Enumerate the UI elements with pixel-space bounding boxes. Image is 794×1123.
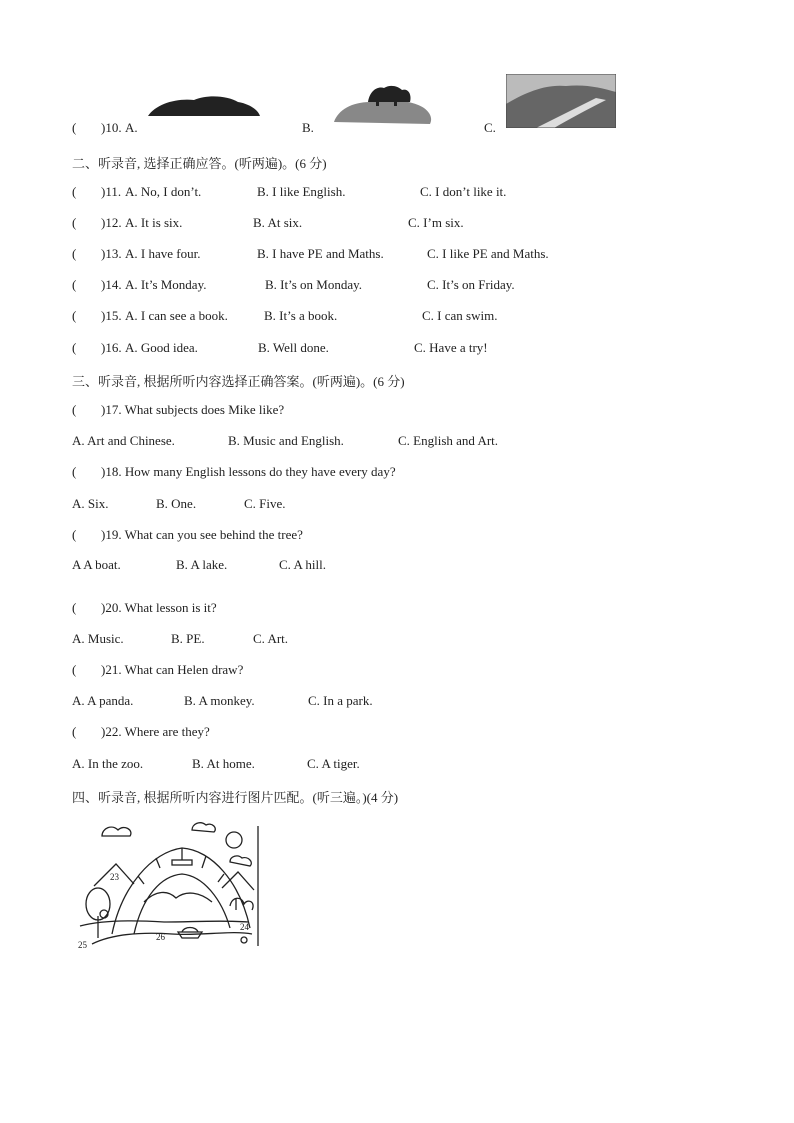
bridge-lake-scene-illustration [72, 816, 262, 952]
answer-bracket[interactable]: ( [72, 184, 77, 199]
q15-option-b[interactable]: B. It’s a book. [264, 308, 338, 323]
answer-bracket[interactable]: ( [72, 527, 77, 542]
q15-number: )15. [101, 308, 122, 323]
q17-option-b[interactable]: B. Music and English. [228, 433, 344, 448]
q12-option-b[interactable]: B. At six. [253, 215, 303, 230]
q19-option-b[interactable]: B. A lake. [176, 557, 228, 572]
q17-option-a[interactable]: A. Art and Chinese. [72, 433, 175, 448]
section-3-heading: 三、听录音, 根据所听内容选择正确答案。(听两遍)。(6 分) [72, 374, 405, 389]
q21-question: )21. What can Helen draw? [101, 662, 244, 677]
q10-option-a-label: A. [125, 120, 138, 135]
q14-option-b[interactable]: B. It’s on Monday. [265, 277, 363, 292]
q21-option-a[interactable]: A. A panda. [72, 693, 134, 708]
section-4-heading: 四、听录音, 根据所听内容进行图片匹配。(听三遍。)(4 分) [72, 790, 399, 805]
answer-bracket[interactable]: ( [72, 600, 77, 615]
q22-option-b[interactable]: B. At home. [192, 756, 255, 771]
picture-label-26: 26 [156, 932, 165, 942]
q12-option-a[interactable]: A. It is six. [125, 215, 183, 230]
q10-bracket[interactable]: ( [72, 120, 77, 135]
q20-option-c[interactable]: C. Art. [253, 631, 289, 646]
q11-option-a[interactable]: A. No, I don’t. [125, 184, 202, 199]
q16-option-c[interactable]: C. Have a try! [414, 340, 488, 355]
section-4-picture [72, 816, 262, 952]
q22-option-c[interactable]: C. A tiger. [307, 756, 360, 771]
q10-number: )10. [101, 120, 122, 135]
q16-option-a[interactable]: A. Good idea. [125, 340, 198, 355]
q19-option-a[interactable]: A A boat. [72, 557, 121, 572]
q11-number: )11. [101, 184, 122, 199]
q22-question: )22. Where are they? [101, 724, 210, 739]
q13-option-c[interactable]: C. I like PE and Maths. [427, 246, 549, 261]
answer-bracket[interactable]: ( [72, 662, 77, 677]
q12-option-c[interactable]: C. I’m six. [408, 215, 464, 230]
q17-question: )17. What subjects does Mike like? [101, 402, 285, 417]
q21-option-b[interactable]: B. A monkey. [184, 693, 255, 708]
answer-bracket[interactable]: ( [72, 277, 77, 292]
q15-option-a[interactable]: A. I can see a book. [125, 308, 228, 323]
section-2-heading: 二、听录音, 选择正确应答。(听两遍)。(6 分) [72, 156, 327, 171]
q20-question: )20. What lesson is it? [101, 600, 217, 615]
q20-option-b[interactable]: B. PE. [171, 631, 205, 646]
answer-bracket[interactable]: ( [72, 340, 77, 355]
answer-bracket[interactable]: ( [72, 215, 77, 230]
q17-option-c[interactable]: C. English and Art. [398, 433, 499, 448]
q13-option-b[interactable]: B. I have PE and Maths. [257, 246, 384, 261]
q11-option-b[interactable]: B. I like English. [257, 184, 346, 199]
q16-option-b[interactable]: B. Well done. [258, 340, 329, 355]
q13-number: )13. [101, 246, 122, 261]
answer-bracket[interactable]: ( [72, 464, 77, 479]
q14-option-c[interactable]: C. It’s on Friday. [427, 277, 515, 292]
picture-label-23: 23 [110, 872, 119, 882]
picture-label-25: 25 [78, 940, 87, 950]
q14-option-a[interactable]: A. It’s Monday. [125, 277, 207, 292]
q10-option-c-label: C. [484, 120, 496, 135]
q14-number: )14. [101, 277, 122, 292]
q10-option-b-label: B. [302, 120, 314, 135]
q18-option-a[interactable]: A. Six. [72, 496, 109, 511]
q18-option-c[interactable]: C. Five. [244, 496, 286, 511]
answer-bracket[interactable]: ( [72, 402, 77, 417]
answer-bracket[interactable]: ( [72, 308, 77, 323]
q10-option-c-hill-photo [506, 74, 616, 128]
q10-option-a-island-image [146, 92, 262, 122]
q15-option-c[interactable]: C. I can swim. [422, 308, 498, 323]
q21-option-c[interactable]: C. In a park. [308, 693, 373, 708]
q16-number: )16. [101, 340, 122, 355]
answer-bracket[interactable]: ( [72, 246, 77, 261]
q18-option-b[interactable]: B. One. [156, 496, 197, 511]
q12-number: )12. [101, 215, 122, 230]
picture-label-24: 24 [240, 922, 249, 932]
q13-option-a[interactable]: A. I have four. [125, 246, 201, 261]
q18-question: )18. How many English lessons do they have every day? [101, 464, 396, 479]
q10-option-b-island-image [332, 82, 434, 128]
q20-option-a[interactable]: A. Music. [72, 631, 124, 646]
q11-option-c[interactable]: C. I don’t like it. [420, 184, 507, 199]
q22-option-a[interactable]: A. In the zoo. [72, 756, 144, 771]
answer-bracket[interactable]: ( [72, 724, 77, 739]
q19-question: )19. What can you see behind the tree? [101, 527, 303, 542]
q19-option-c[interactable]: C. A hill. [279, 557, 326, 572]
